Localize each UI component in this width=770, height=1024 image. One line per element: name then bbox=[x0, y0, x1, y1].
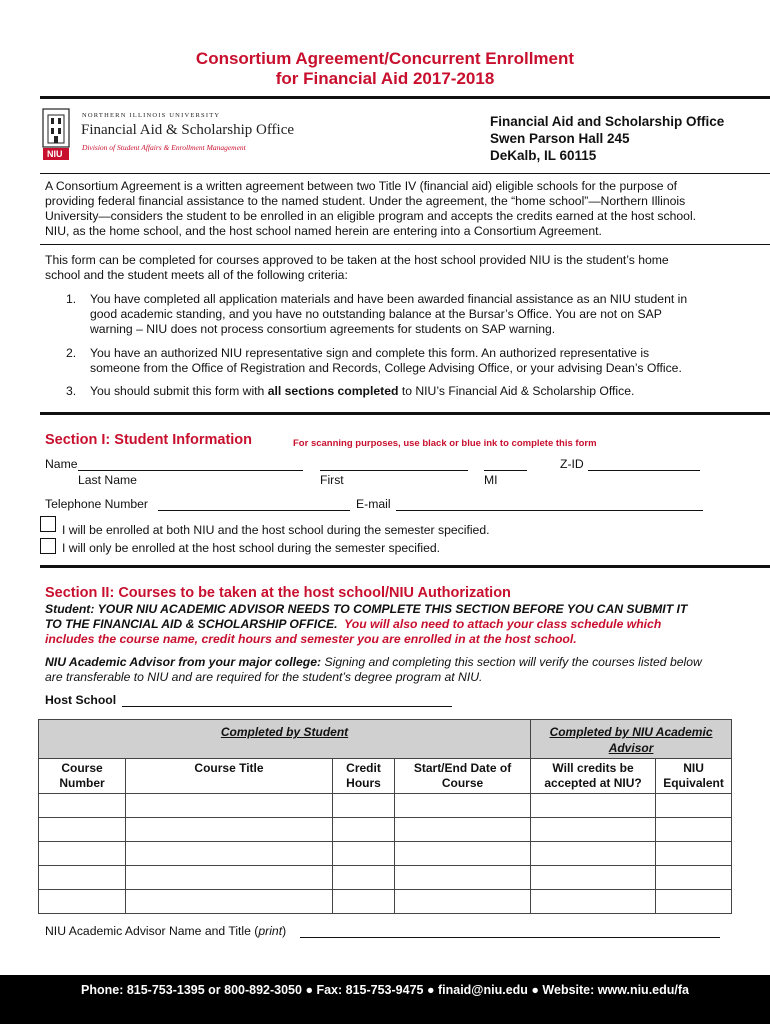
section2-heading: Section II: Courses to be taken at the host school/NIU Authorization bbox=[45, 585, 511, 601]
section1-divider bbox=[40, 412, 770, 415]
table-cell[interactable] bbox=[333, 842, 395, 866]
title-divider bbox=[40, 96, 770, 99]
telephone-label: Telephone Number bbox=[45, 497, 148, 511]
group-completed-by-student: Completed by Student bbox=[39, 720, 531, 759]
table-cell[interactable] bbox=[531, 842, 656, 866]
form-title-line2: for Financial Aid 2017-2018 bbox=[275, 69, 495, 88]
criteria-intro: This form can be completed for courses approved to be taken at the host school provided NIU is the student’s home school and the student meets all of the following criteria: bbox=[45, 253, 669, 282]
criteria-item-2: You have an authorized NIU representative sign and complete this form. An authorized representative is someone from the Office of Registration and Records, College Advising Office, or your advising Dean’s Office. bbox=[90, 346, 682, 375]
email-field[interactable] bbox=[396, 510, 703, 511]
address-line1: Financial Aid and Scholarship Office bbox=[490, 114, 725, 129]
criteria-number-1: 1. bbox=[66, 292, 77, 306]
university-name: NORTHERN ILLINOIS UNIVERSITY bbox=[82, 112, 221, 119]
table-cell[interactable] bbox=[126, 818, 333, 842]
table-cell[interactable] bbox=[656, 794, 732, 818]
table-cell[interactable] bbox=[531, 794, 656, 818]
last-name-field[interactable] bbox=[78, 470, 303, 471]
table-row bbox=[39, 842, 732, 866]
table-cell[interactable] bbox=[333, 890, 395, 914]
host-school-field[interactable] bbox=[122, 706, 452, 707]
student-instructions: Student: YOUR NIU ACADEMIC ADVISOR NEEDS TO COMPLETE THIS SECTION BEFORE YOU CAN SUBMIT IT TO THE FINANCIAL AID & SCHOLARSHIP OFFICE. You will also need to attach your class schedule which includes the course name, credit hours and semester you are enrolled in at the host school. bbox=[45, 602, 688, 646]
advisor-name-field[interactable] bbox=[300, 937, 720, 938]
table-cell[interactable] bbox=[333, 818, 395, 842]
enroll-host-only-checkbox[interactable] bbox=[40, 538, 56, 554]
telephone-field[interactable] bbox=[158, 510, 350, 511]
table-cell[interactable] bbox=[39, 842, 126, 866]
table-cell[interactable] bbox=[395, 794, 531, 818]
col-niu-equivalent: NIU Equivalent bbox=[656, 759, 732, 794]
advisor-name-label: NIU Academic Advisor Name and Title (print) bbox=[45, 924, 287, 938]
table-cell[interactable] bbox=[656, 866, 732, 890]
table-cell[interactable] bbox=[395, 866, 531, 890]
name-label: Name bbox=[45, 457, 78, 471]
advisor-instructions: NIU Academic Advisor from your major college: Signing and completing this section will verify the courses listed below are transferable to NIU and are required for the student’s degree program at NIU. bbox=[45, 655, 702, 684]
criteria-item-3: You should submit this form with all sections completed to NIU’s Financial Aid & Scholarship Office. bbox=[90, 384, 635, 398]
division-name: Division of Student Affairs & Enrollment Management bbox=[82, 143, 246, 152]
form-title-line1: Consortium Agreement/Concurrent Enrollment bbox=[195, 49, 575, 68]
header-divider bbox=[40, 173, 770, 174]
section2-divider bbox=[40, 565, 770, 568]
address-line3: DeKalb, IL 60115 bbox=[490, 148, 597, 163]
criteria-item-1: You have completed all application materials and have been awarded financial assistance as an NIU student in good academic standing, and you have no outstanding balance at the Bursar’s Office. You are not on SAP warning – NIU does not process consortium agreements for students on SAP warning. bbox=[90, 292, 688, 336]
section1-heading: Section I: Student Information bbox=[45, 432, 253, 448]
table-cell[interactable] bbox=[39, 866, 126, 890]
table-cell[interactable] bbox=[39, 794, 126, 818]
table-cell[interactable] bbox=[395, 842, 531, 866]
intro-paragraph: A Consortium Agreement is a written agreement between two Title IV (financial aid) eligible schools for the purpose of providing federal financial assistance to the named student. Under the agreement, the “home school”—Northern Illinois University—considers the student to be enrolled in an eligible program and accepts the credits earned at the host school. NIU, as the home school, and the host school named herein are entering into a Consortium Agreement. bbox=[45, 179, 697, 238]
scan-note: For scanning purposes, use black or blue ink to complete this form bbox=[293, 438, 597, 449]
last-name-caption: Last Name bbox=[78, 473, 137, 487]
first-name-caption: First bbox=[320, 473, 344, 487]
office-name: Financial Aid & Scholarship Office bbox=[81, 122, 295, 138]
enroll-host-only-label: I will only be enrolled at the host school during the semester specified. bbox=[62, 541, 441, 555]
table-cell[interactable] bbox=[333, 866, 395, 890]
courses-table bbox=[38, 719, 732, 914]
col-start-end-date: Start/End Date of Course bbox=[395, 759, 531, 794]
criteria-number-3: 3. bbox=[66, 384, 77, 398]
table-cell[interactable] bbox=[126, 794, 333, 818]
col-credit-hours: Credit Hours bbox=[333, 759, 395, 794]
contact-footer: Phone: 815-753-1395 or 800-892-3050 ● Fax: 815-753-9475 ● finaid@niu.edu ● Website: www.niu.edu/fa bbox=[0, 975, 770, 1024]
table-cell[interactable] bbox=[656, 890, 732, 914]
intro-divider bbox=[40, 244, 770, 245]
enroll-both-label: I will be enrolled at both NIU and the host school during the semester specified. bbox=[62, 523, 490, 537]
table-cell[interactable] bbox=[531, 818, 656, 842]
zid-field[interactable] bbox=[588, 470, 700, 471]
group-completed-by-advisor: Completed by NIU Academic Advisor bbox=[531, 720, 732, 759]
table-cell[interactable] bbox=[531, 866, 656, 890]
table-row bbox=[39, 866, 732, 890]
criteria-number-2: 2. bbox=[66, 346, 77, 360]
table-cell[interactable] bbox=[656, 818, 732, 842]
table-cell[interactable] bbox=[39, 818, 126, 842]
enroll-both-checkbox[interactable] bbox=[40, 516, 56, 532]
table-cell[interactable] bbox=[333, 794, 395, 818]
first-name-field[interactable] bbox=[320, 470, 468, 471]
email-label: E-mail bbox=[356, 497, 391, 511]
table-row bbox=[39, 890, 732, 914]
mi-caption: MI bbox=[484, 473, 498, 487]
col-credits-accepted: Will credits be accepted at NIU? bbox=[531, 759, 656, 794]
table-cell[interactable] bbox=[656, 842, 732, 866]
niu-badge-text: NIU bbox=[47, 149, 63, 159]
table-row bbox=[39, 794, 732, 818]
table-cell[interactable] bbox=[126, 842, 333, 866]
col-course-title: Course Title bbox=[126, 759, 333, 794]
address-line2: Swen Parson Hall 245 bbox=[490, 131, 630, 146]
table-cell[interactable] bbox=[395, 890, 531, 914]
table-cell[interactable] bbox=[395, 818, 531, 842]
table-cell[interactable] bbox=[126, 866, 333, 890]
col-course-number: Course Number bbox=[39, 759, 126, 794]
mi-field[interactable] bbox=[484, 470, 527, 471]
host-school-label: Host School bbox=[45, 693, 117, 707]
table-row bbox=[39, 818, 732, 842]
table-cell[interactable] bbox=[39, 890, 126, 914]
table-cell[interactable] bbox=[531, 890, 656, 914]
zid-label: Z-ID bbox=[560, 457, 584, 471]
table-cell[interactable] bbox=[126, 890, 333, 914]
